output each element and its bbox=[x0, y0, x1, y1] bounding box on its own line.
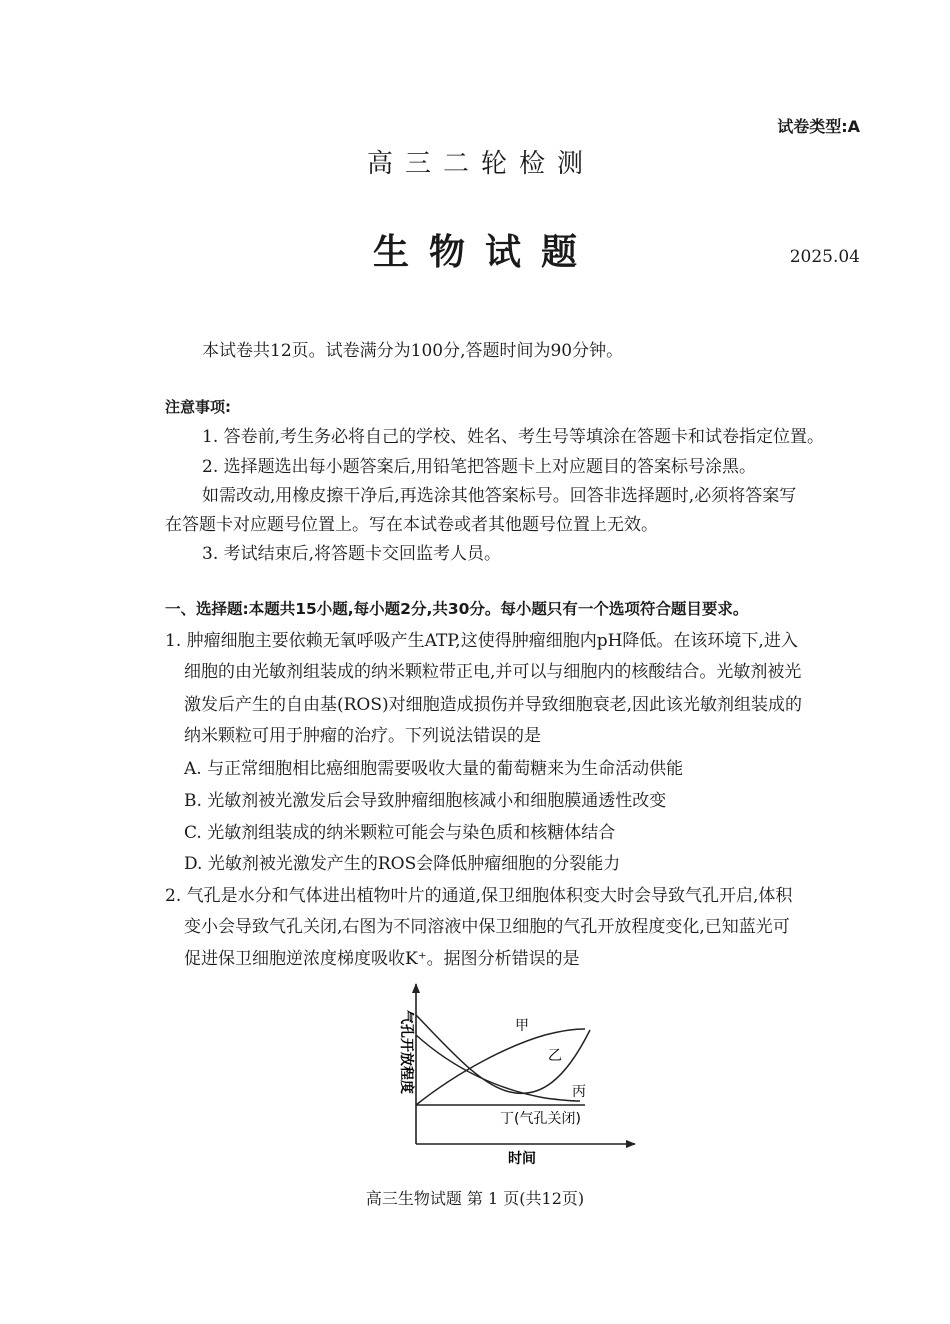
label-jia: 甲 bbox=[515, 1018, 529, 1034]
series-yi-curve bbox=[416, 1015, 590, 1093]
y-axis-label: 气孔开放程度 bbox=[398, 1010, 414, 1094]
notice-line: 如需改动,用橡皮擦干净后,再选涂其他答案标号。回答非选择题时,必须将答案写 bbox=[202, 486, 797, 506]
stomata-chart bbox=[380, 975, 650, 1170]
label-ding: 丁(气孔关闭) bbox=[500, 1111, 581, 1127]
notice-title: 注意事项: bbox=[165, 398, 231, 416]
page-footer: 高三生物试题 第 1 页(共12页) bbox=[365, 1189, 585, 1208]
q1-option-c: C. 光敏剂组装成的纳米颗粒可能会与染色质和核糖体结合 bbox=[184, 823, 616, 843]
x-axis-label: 时间 bbox=[508, 1151, 536, 1167]
series-bing-curve bbox=[416, 1035, 580, 1101]
q1-stem-line: 细胞的由光敏剂组装成的纳米颗粒带正电,并可以与细胞内的核酸结合。光敏剂被光 bbox=[184, 662, 802, 682]
intro-text: 本试卷共12页。试卷满分为100分,答题时间为90分钟。 bbox=[202, 341, 624, 361]
q1-option-b: B. 光敏剂被光激发后会导致肿瘤细胞核减小和细胞膜通透性改变 bbox=[184, 791, 667, 811]
label-yi: 乙 bbox=[548, 1048, 562, 1064]
notice-line: 3. 考试结束后,将答题卡交回监考人员。 bbox=[202, 544, 502, 564]
exam-name: 高三二轮检测 bbox=[366, 149, 595, 179]
label-bing: 丙 bbox=[572, 1084, 586, 1100]
q1-stem-line: 激发后产生的自由基(ROS)对细胞造成损伤并导致细胞衰老,因此该光敏剂组装成的 bbox=[184, 695, 803, 715]
q1-option-a: A. 与正常细胞相比癌细胞需要吸收大量的葡萄糖来为生命活动供能 bbox=[184, 759, 684, 779]
subject-title: 生物试题 bbox=[372, 231, 597, 273]
q1-stem-line: 1. 肿瘤细胞主要依赖无氧呼吸产生ATP,这使得肿瘤细胞内pH降低。在该环境下,进入 bbox=[165, 631, 798, 651]
notice-line: 1. 答卷前,考生务必将自己的学校、姓名、考生号等填涂在答题卡和试卷指定位置。 bbox=[202, 427, 825, 447]
q1-stem-line: 纳米颗粒可用于肿瘤的治疗。下列说法错误的是 bbox=[184, 726, 541, 746]
q2-stem-line: 变小会导致气孔关闭,右图为不同溶液中保卫细胞的气孔开放程度变化,已知蓝光可 bbox=[184, 917, 790, 937]
q2-stem-line: 2. 气孔是水分和气体进出植物叶片的通道,保卫细胞体积变大时会导致气孔开启,体积 bbox=[165, 886, 793, 906]
paper-type: 试卷类型:A bbox=[777, 117, 860, 136]
notice-line: 在答题卡对应题号位置上。写在本试卷或者其他题号位置上无效。 bbox=[165, 515, 658, 535]
q1-option-d: D. 光敏剂被光激发产生的ROS会降低肿瘤细胞的分裂能力 bbox=[184, 854, 621, 874]
q2-stem-line: 促进保卫细胞逆浓度梯度吸收K⁺。据图分析错误的是 bbox=[184, 949, 580, 969]
exam-date: 2025.04 bbox=[789, 247, 860, 267]
notice-line: 2. 选择题选出每小题答案后,用铅笔把答题卡上对应题目的答案标号涂黑。 bbox=[202, 457, 757, 477]
section-header: 一、选择题:本题共15小题,每小题2分,共30分。每小题只有一个选项符合题目要求。 bbox=[165, 600, 749, 618]
